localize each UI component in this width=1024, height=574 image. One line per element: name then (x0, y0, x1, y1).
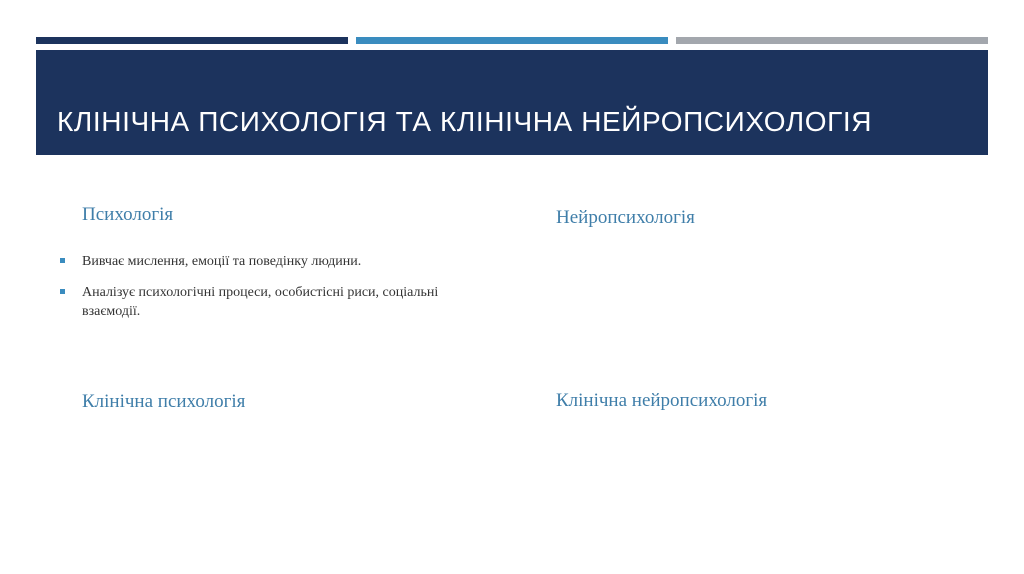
decor-bar-navy (36, 37, 348, 44)
clinical-neuropsychology-heading: Клінічна нейропсихологія (556, 390, 768, 411)
list-item (60, 252, 480, 271)
psychology-bullet-list (60, 252, 480, 333)
slide-title: КЛІНІЧНА ПСИХОЛОГІЯ ТА КЛІНІЧНА НЕЙРОПСИХОЛОГІЯ (57, 106, 873, 137)
decor-bar-blue (356, 37, 668, 44)
psychology-heading: Психологія (82, 204, 174, 225)
neuropsychology-heading: Нейропсихологія (556, 207, 695, 228)
bullet-text: Вивчає мислення, емоції та поведінку людини. (82, 254, 362, 269)
clinical-psychology-heading: Клінічна психологія (82, 391, 246, 412)
title-band (36, 50, 988, 155)
list-item (60, 283, 480, 321)
bullet-text: Аналізує психологічні процеси, особистісні риси, соціальні взаємодії. (82, 285, 439, 319)
square-bullet-icon (60, 258, 65, 263)
decor-bar-gray (676, 37, 988, 44)
square-bullet-icon (60, 289, 65, 294)
